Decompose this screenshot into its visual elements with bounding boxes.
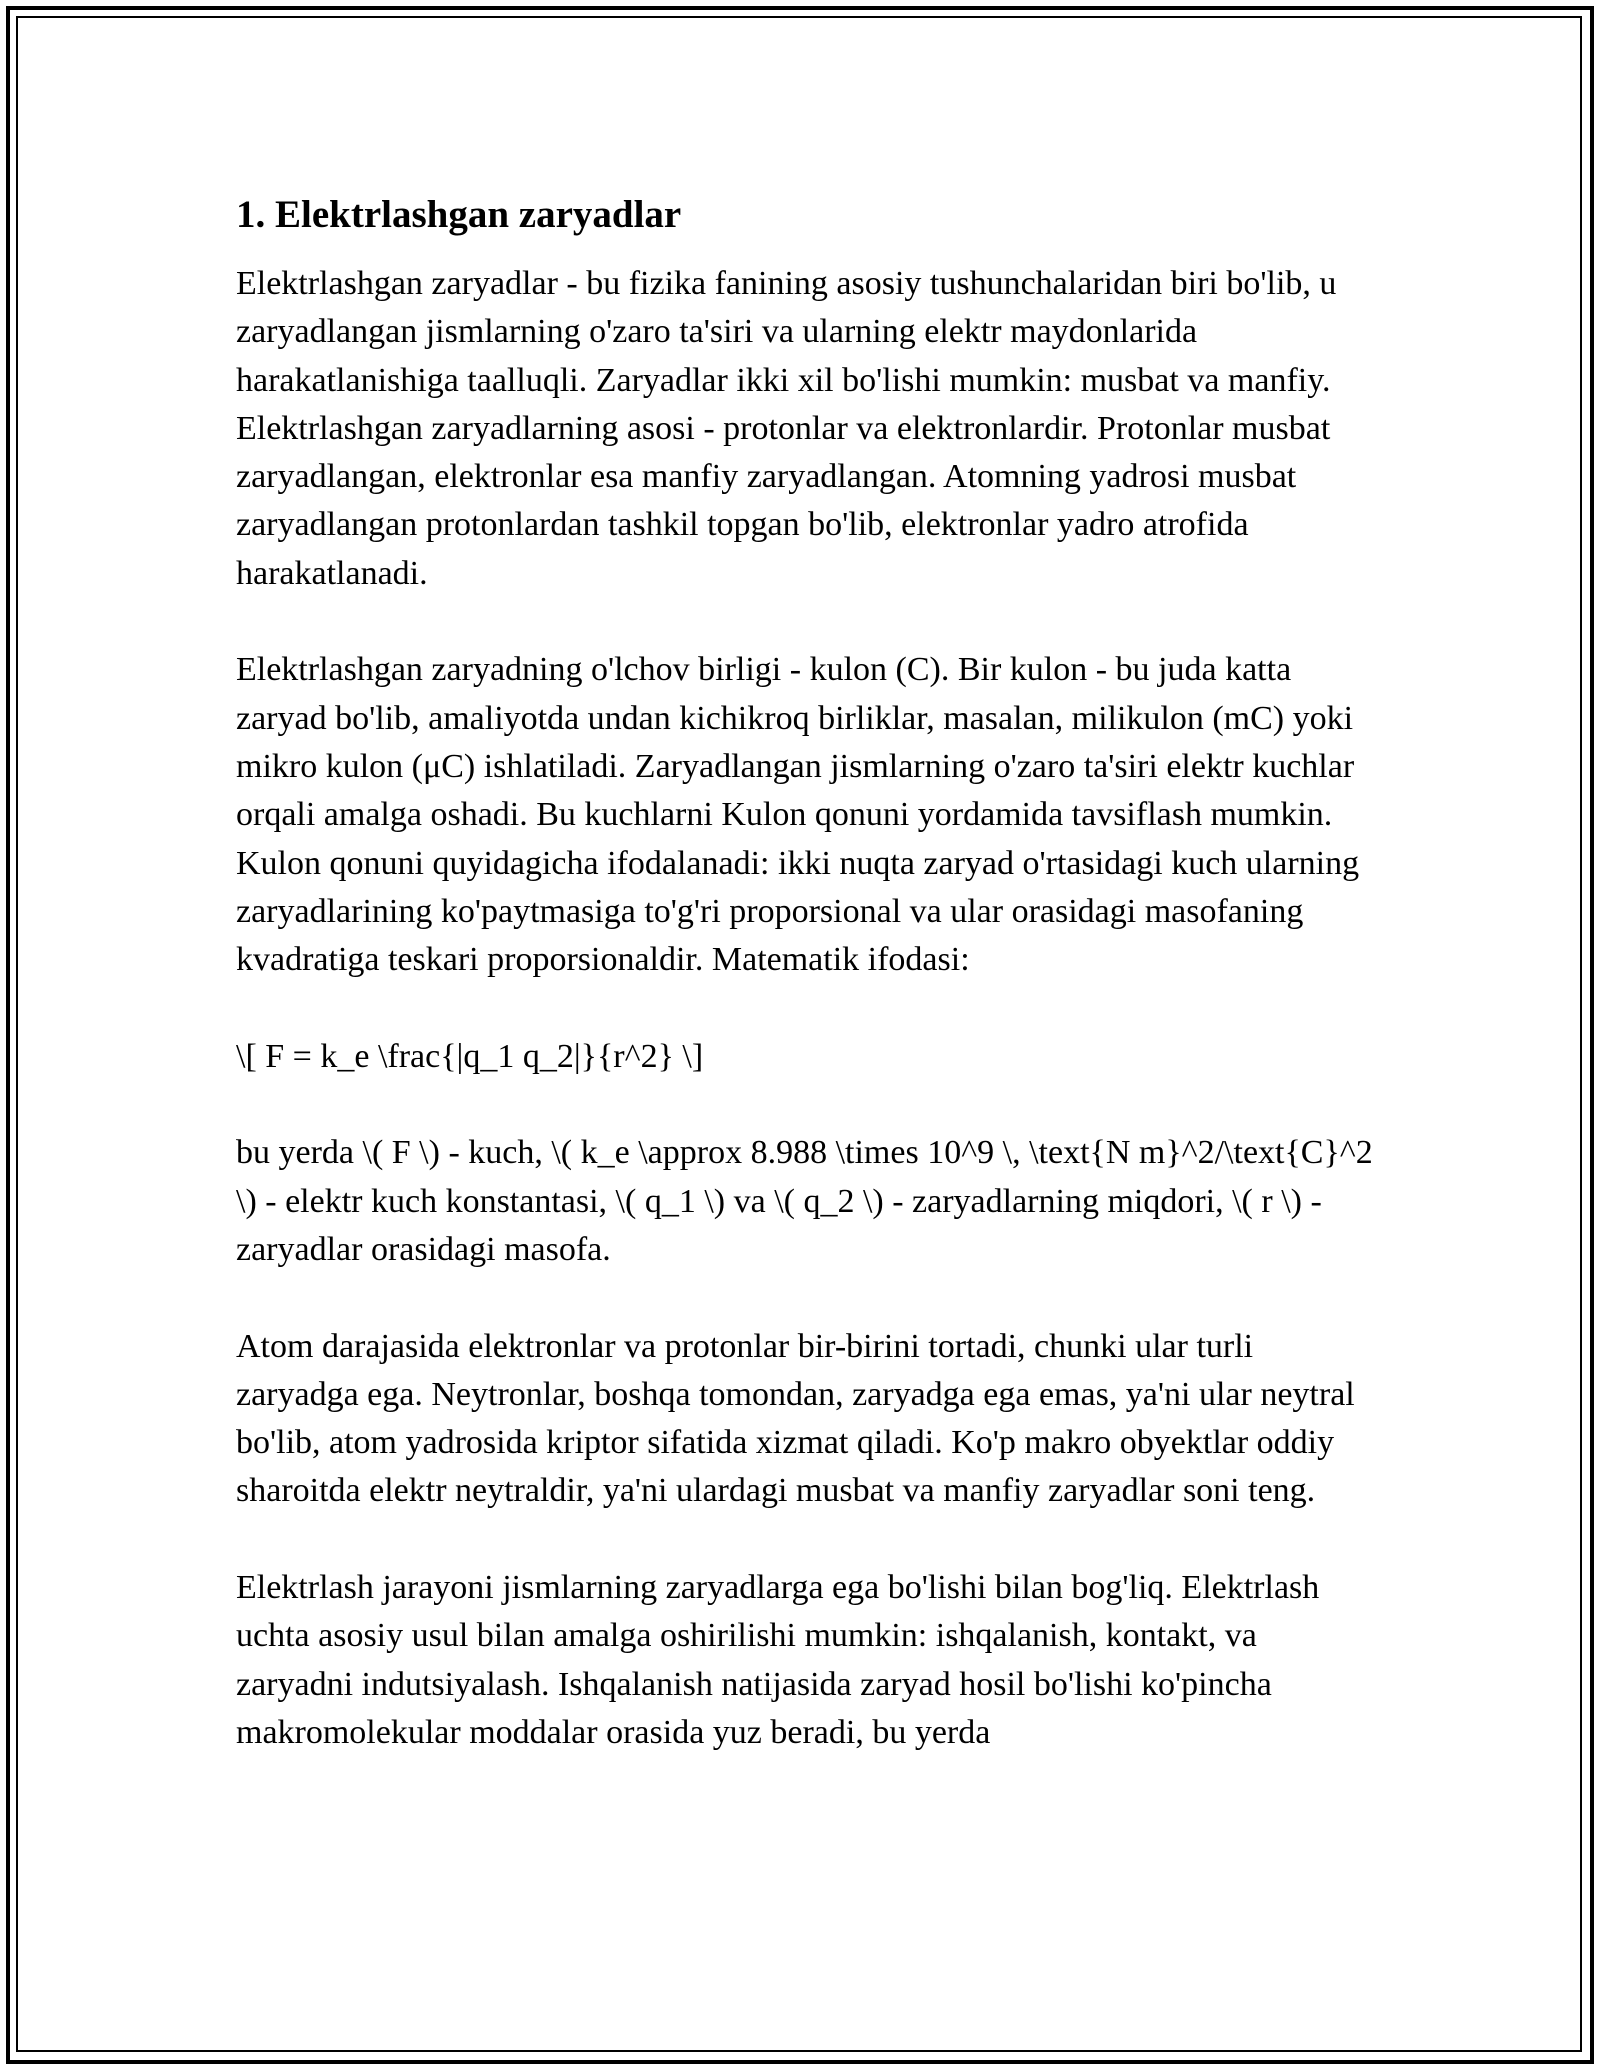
document-body: [236, 190, 1376, 1757]
formula-coulomb-law: \[ F = k_e \frac{|q_1 q_2|}{r^2} \]: [236, 1037, 704, 1075]
paragraph-intro: Elektrlashgan zaryadlar - bu fizika fanining asosiy tushunchalaridan biri bo'lib, u zaryadlangan jismlarning o'zaro ta'siri va ularning elektr maydonlarida harakatlanishiga taalluqli. Zaryadlar ikki xil bo'lishi mumkin: musbat va manfiy. Elektrlashgan zaryadlarning asosi - protonlar va elektronlardir. Protonlar musbat zaryadlangan, elektronlar esa manfiy zaryadlangan. Atomning yadrosi musbat zaryadlangan protonlardan tashkil topgan bo'lib, elektronlar yadro atrofida harakatlanadi.: [236, 265, 1337, 592]
paragraph-formula-explanation: bu yerda \( F \) - kuch, \( k_e \approx 8.988 \times 10^9 \, \text{N m}^2/\text{C}^2 \) - elektr kuch konstantasi, \( q_1 \) va \( q_2 \) - zaryadlarning miqdori, \( r \) - zaryadlar orasidagi masofa.: [236, 1134, 1373, 1268]
paragraph-coulomb-unit: Elektrlashgan zaryadning o'lchov birligi - kulon (C). Bir kulon - bu juda katta zaryad bo'lib, amaliyotda undan kichikroq birliklar, masalan, milikulon (mC) yoki mikro kulon (μC) ishlatiladi. Zaryadlangan jismlarning o'zaro ta'siri elektr kuchlar orqali amalga oshadi. Bu kuchlarni Kulon qonuni yordamida tavsiflash mumkin. Kulon qonuni quyidagicha ifodalanadi: ikki nuqta zaryad o'rtasidagi kuch ularning zaryadlarining ko'paytmasiga to'g'ri proporsional va ular orasidagi masofaning kvadratiga teskari proporsionaldir. Matematik ifodasi:: [236, 651, 1360, 979]
section-heading: 1. Elektrlashgan zaryadlar: [236, 193, 682, 236]
paragraph-atom-level: Atom darajasida elektronlar va protonlar bir-birini tortadi, chunki ular turli zaryadga ega. Neytronlar, boshqa tomondan, zaryadga ega emas, ya'ni ular neytral bo'lib, atom yadrosida kriptor sifatida xizmat qiladi. Ko'p makro obyektlar oddiy sharoitda elektr neytraldir, ya'ni ulardagi musbat va manfiy zaryadlar soni teng.: [236, 1327, 1355, 1510]
paragraph-electrification: Elektrlash jarayoni jismlarning zaryadlarga ega bo'lishi bilan bog'liq. Elektrlash uchta asosiy usul bilan amalga oshirilishi mumkin: ishqalanish, kontakt, va zaryadni indutsiyalash. Ishqalanish natijasida zaryad hosil bo'lishi ko'pincha makromolekular moddalar orasida yuz beradi, bu yerda: [236, 1569, 1320, 1751]
